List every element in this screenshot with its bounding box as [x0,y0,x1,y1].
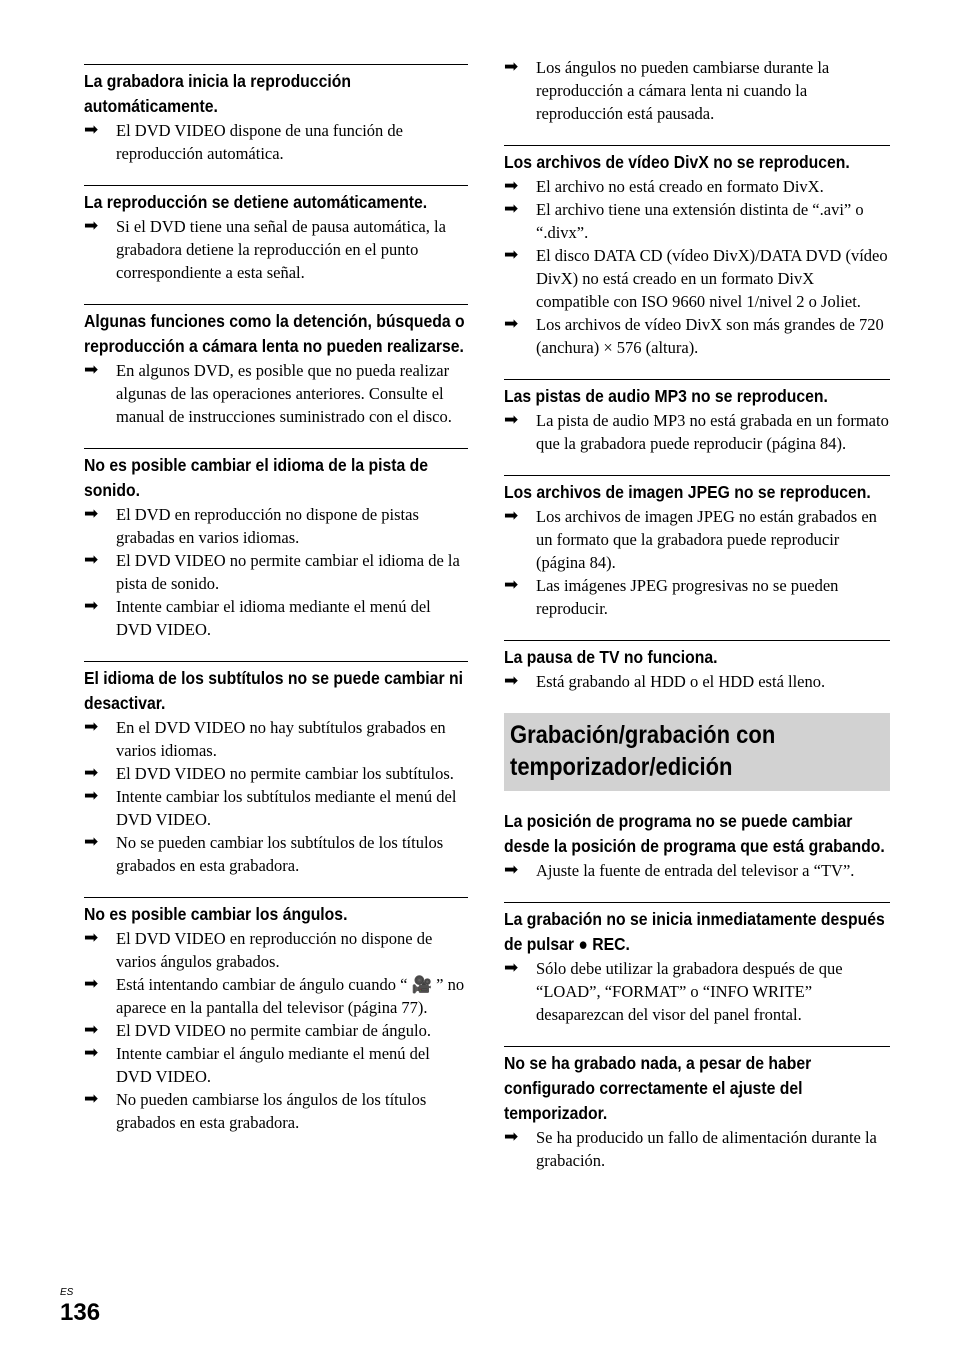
page-number: 136 [60,1299,101,1326]
item-text: El DVD VIDEO dispone de una función de reproducción automática. [116,121,404,163]
arrow-icon: ➡ [504,57,519,77]
list-item [504,198,890,244]
list-item [84,785,468,831]
arrow-icon: ➡ [504,506,519,526]
list-item [504,859,890,882]
section-heading: La grabadora inicia la reproducción automáticamente. [84,71,351,116]
issue-section [84,448,468,641]
arrow-icon: ➡ [84,974,99,994]
arrow-icon: ➡ [84,1089,99,1109]
right-column [504,56,890,1192]
section-rule [504,379,890,409]
issue-section-continued [504,56,890,125]
section-heading: Algunas funciones como la detención, búsqueda o reproducción a cámara lenta no pueden realizarse. [84,311,465,356]
issue-section [504,145,890,359]
item-text: El archivo tiene una extensión distinta de “.avi” o “.divx”. [536,200,864,242]
item-text: Intente cambiar los subtítulos mediante el menú del DVD VIDEO. [116,787,457,829]
section-rule [504,902,890,957]
issue-section [84,897,468,1134]
arrow-icon: ➡ [504,575,519,595]
item-text: Ajuste la fuente de entrada del televisor a “TV”. [536,861,855,880]
item-text: Las imágenes JPEG progresivas no se pueden reproducir. [536,576,839,618]
section-rule [504,475,890,505]
arrow-icon: ➡ [504,958,519,978]
arrow-icon: ➡ [84,1020,99,1040]
list-item [504,56,890,125]
arrow-icon: ➡ [84,120,99,140]
item-text: Los archivos de imagen JPEG no están grabados en un formato que la grabadora puede reproducir (página 84). [536,507,877,572]
section-heading: Los archivos de vídeo DivX no se reproducen. [504,152,850,172]
arrow-icon: ➡ [504,245,519,265]
list-item [504,957,890,1026]
item-text: No se pueden cambiar los subtítulos de los títulos grabados en esta grabadora. [116,833,444,875]
item-text: La pista de audio MP3 no está grabada en un formato que la grabadora puede reproducir (página 84). [536,411,889,453]
language-code: ES [60,1287,74,1298]
arrow-icon: ➡ [84,928,99,948]
arrow-icon: ➡ [84,360,99,380]
arrow-icon: ➡ [84,786,99,806]
item-text: Intente cambiar el ángulo mediante el menú del DVD VIDEO. [116,1044,430,1086]
list-item [84,595,468,641]
list-item [504,505,890,574]
issue-section [84,661,468,877]
item-text: Se ha producido un fallo de alimentación durante la grabación. [536,1128,877,1170]
list-item [84,1019,468,1042]
section-heading: La grabación no se inicia inmediatamente después de pulsar ● REC. [504,909,885,954]
issue-section [84,64,468,165]
list-item [84,1042,468,1088]
left-column [84,64,468,1154]
list-item [84,762,468,785]
item-text: El DVD VIDEO no permite cambiar de ángulo. [116,1021,431,1040]
item-text: Los archivos de vídeo DivX son más grandes de 720 (anchura) × 576 (altura). [536,315,884,357]
section-rule [504,640,890,670]
arrow-icon: ➡ [504,314,519,334]
item-text: El archivo no está creado en formato DivX. [536,177,824,196]
issue-section [504,902,890,1026]
section-rule [84,185,468,215]
section-heading: No es posible cambiar los ángulos. [84,904,348,924]
arrow-icon: ➡ [504,1127,519,1147]
arrow-icon: ➡ [84,832,99,852]
item-text: Está grabando al HDD o el HDD está lleno. [536,672,826,691]
issue-section [504,809,890,882]
section-rule [84,661,468,716]
item-text: El DVD VIDEO en reproducción no dispone de varios ángulos grabados. [116,929,433,971]
item-text: Intente cambiar el idioma mediante el menú del DVD VIDEO. [116,597,431,639]
chapter-banner [504,713,890,791]
issue-section [504,640,890,693]
section-rule [84,64,468,119]
section-heading: Los archivos de imagen JPEG no se reproducen. [504,482,871,502]
list-item [504,175,890,198]
issue-section [84,185,468,284]
list-item [504,574,890,620]
item-text: En el DVD VIDEO no hay subtítulos grabados en varios idiomas. [116,718,446,760]
list-item [84,359,468,428]
item-text: Si el DVD tiene una señal de pausa automática, la grabadora detiene la reproducción en el punto correspondiente a esta señal. [116,217,446,282]
arrow-icon: ➡ [504,410,519,430]
arrow-icon: ➡ [84,596,99,616]
item-text: El DVD en reproducción no dispone de pistas grabadas en varios idiomas. [116,505,419,547]
item-text: Está intentando cambiar de ángulo cuando “ 🎥 ” no aparece en la pantalla del televisor (página 77). [116,975,465,1017]
issue-section [504,475,890,620]
section-heading: Las pistas de audio MP3 no se reproducen. [504,386,828,406]
item-text: En algunos DVD, es posible que no pueda realizar algunas de las operaciones anteriores. Consulte el manual de instrucciones suministrado con el disco. [116,361,452,426]
section-rule [84,897,468,927]
chapter-title: Grabación/grabación con temporizador/edición [510,721,776,781]
list-item [84,503,468,549]
issue-section [504,1046,890,1172]
issue-section [84,304,468,428]
arrow-icon: ➡ [84,1043,99,1063]
section-heading: No se ha grabado nada, a pesar de haber configurado correctamente el ajuste del temporizador. [504,1053,812,1123]
arrow-icon: ➡ [504,199,519,219]
item-text: El DVD VIDEO no permite cambiar el idioma de la pista de sonido. [116,551,460,593]
list-item [84,716,468,762]
arrow-icon: ➡ [84,216,99,236]
item-text: El disco DATA CD (vídeo DivX)/DATA DVD (vídeo DivX) no está creado en un formato DivX compatible con ISO 9660 nivel 1/nivel 2 o Joliet. [536,246,888,311]
list-item [504,244,890,313]
section-heading: La reproducción se detiene automáticamente. [84,192,428,212]
arrow-icon: ➡ [504,860,519,880]
list-item [84,1088,468,1134]
arrow-icon: ➡ [84,504,99,524]
list-item [504,313,890,359]
arrow-icon: ➡ [84,763,99,783]
issue-section [504,379,890,455]
section-rule [504,145,890,175]
list-item [84,973,468,1019]
list-item [504,409,890,455]
arrow-icon: ➡ [504,176,519,196]
section-heading-wrap [504,809,890,859]
item-text: Sólo debe utilizar la grabadora después de que “LOAD”, “FORMAT” o “INFO WRITE” desaparezcan del visor del panel frontal. [536,959,843,1024]
list-item [84,119,468,165]
section-rule [84,304,468,359]
section-heading: No es posible cambiar el idioma de la pista de sonido. [84,455,428,500]
arrow-icon: ➡ [84,717,99,737]
section-rule [84,448,468,503]
section-heading: La pausa de TV no funciona. [504,647,718,667]
item-text: No pueden cambiarse los ángulos de los títulos grabados en esta grabadora. [116,1090,427,1132]
list-item [84,549,468,595]
list-item [504,670,890,693]
list-item [504,1126,890,1172]
list-item [84,927,468,973]
section-heading: La posición de programa no se puede cambiar desde la posición de programa que está grabando. [504,811,885,856]
list-item [84,831,468,877]
section-heading: El idioma de los subtítulos no se puede cambiar ni desactivar. [84,668,463,713]
arrow-icon: ➡ [84,550,99,570]
arrow-icon: ➡ [504,671,519,691]
list-item [84,215,468,284]
section-rule [504,1046,890,1126]
item-text: Los ángulos no pueden cambiarse durante la reproducción a cámara lenta ni cuando la reproducción está pausada. [536,58,830,123]
item-text: El DVD VIDEO no permite cambiar los subtítulos. [116,764,454,783]
